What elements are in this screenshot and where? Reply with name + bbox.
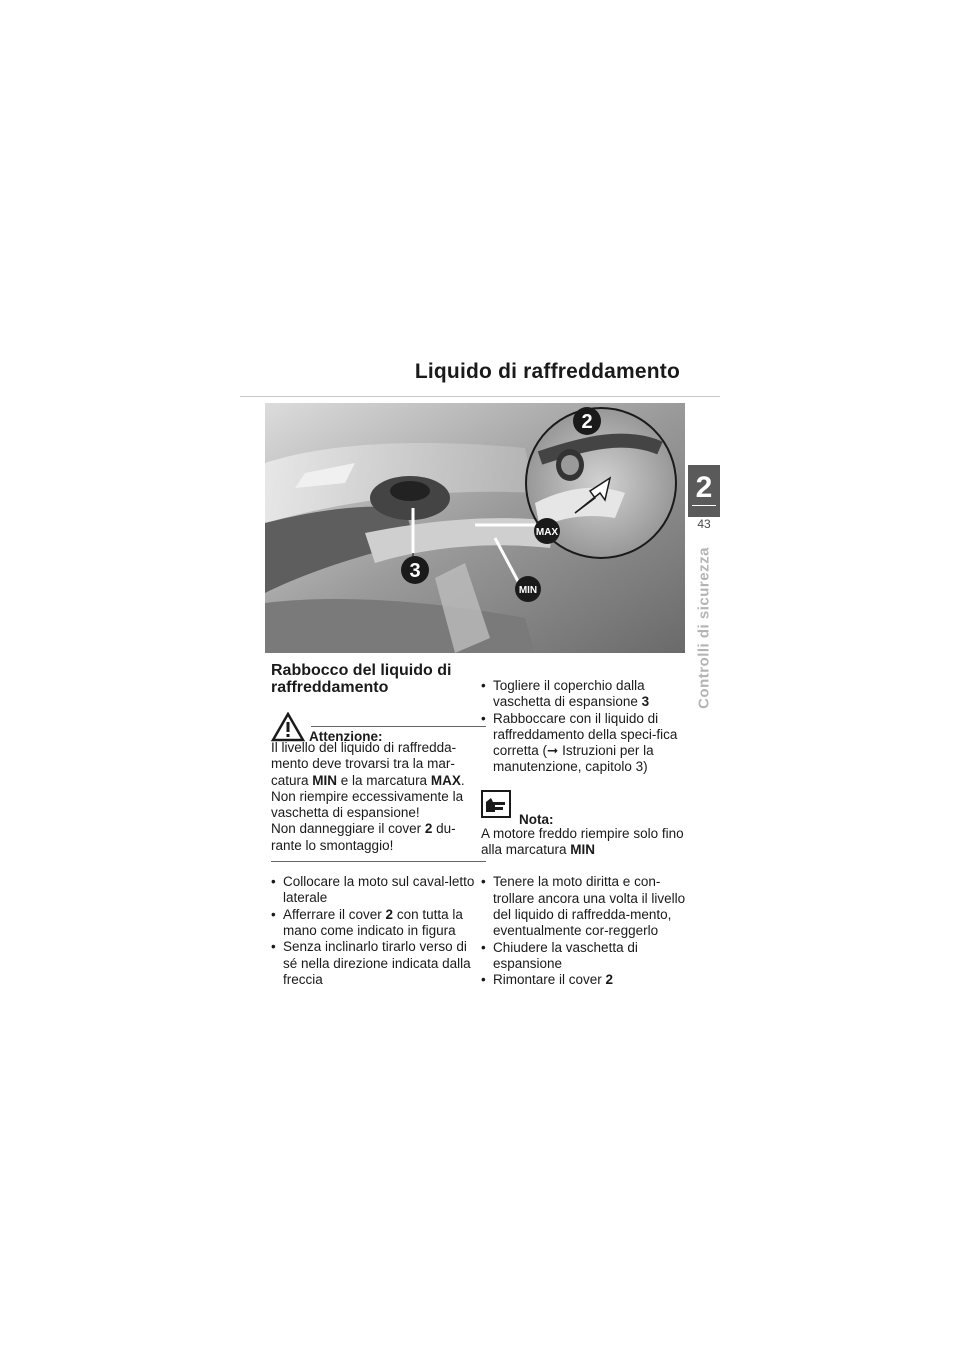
step-text: Rabboccare con il liquido di raffreddamento della speci-fica corretta ( bbox=[493, 710, 678, 759]
warning-text-1 bbox=[271, 740, 476, 789]
step-text: Istruzioni per la manutenzione, capitolo 3) bbox=[493, 743, 654, 775]
note-label: Nota: bbox=[519, 811, 554, 827]
min-term: MIN bbox=[570, 842, 596, 858]
step-text: Afferrare il cover bbox=[283, 906, 386, 922]
warning-text-3b: du-rante lo smontaggio! bbox=[271, 821, 456, 853]
chapter-number: 2 bbox=[695, 471, 713, 504]
warning-triangle-icon bbox=[271, 712, 305, 746]
title-rule bbox=[240, 396, 720, 397]
page-title: Liquido di raffreddamento bbox=[414, 360, 680, 383]
warning-text-2: Non riempire eccessivamente la vaschetta di espansione! bbox=[271, 788, 464, 821]
max-term: MAX bbox=[430, 772, 461, 788]
callout-2: 2 bbox=[581, 411, 593, 433]
warning-text-3 bbox=[271, 821, 476, 854]
list-item bbox=[481, 678, 686, 711]
cover-ref: 2 bbox=[424, 821, 433, 837]
min-term: MIN bbox=[312, 772, 338, 788]
chapter-tab-rule bbox=[692, 505, 716, 506]
right-column bbox=[481, 678, 686, 988]
cover-ref: 2 bbox=[605, 972, 614, 988]
step-text: Togliere il coperchio dalla vaschetta di espansione bbox=[493, 678, 645, 710]
warning-text-1a: Il livello del liquido di raffredda-mento deve trovarsi tra la mar-catura bbox=[271, 740, 457, 788]
callout-3: 3 bbox=[409, 560, 421, 582]
coolant-illustration bbox=[265, 403, 685, 653]
coolant-photo bbox=[265, 403, 685, 653]
note-text bbox=[481, 826, 686, 859]
list-item bbox=[481, 972, 686, 988]
steps-final-list bbox=[481, 874, 686, 988]
step-text: con tutta la mano come indicato in figura bbox=[283, 906, 463, 938]
chapter-title-vertical: Controlli di sicurezza bbox=[695, 547, 713, 709]
warning-body bbox=[271, 740, 476, 858]
list-item: • Collocare la moto sul caval-letto laterale bbox=[271, 874, 476, 907]
warning-end-rule bbox=[271, 861, 486, 862]
min-label: MIN bbox=[518, 585, 538, 596]
warning-header bbox=[271, 714, 476, 744]
list-item: • Chiudere la vaschetta di espansione bbox=[481, 940, 686, 973]
list-item: • Senza inclinarlo tirarlo verso di sé nella direzione indicata dalla freccia bbox=[271, 939, 476, 988]
tank-ref: 3 bbox=[641, 694, 650, 710]
chapter-tab bbox=[688, 465, 720, 517]
steps-right-list bbox=[481, 678, 686, 776]
list-item bbox=[481, 711, 686, 776]
steps-left-list bbox=[271, 874, 476, 988]
note-text-a: A motore freddo riempire solo fino alla marcatura bbox=[481, 825, 684, 858]
warning-rule bbox=[311, 726, 486, 727]
note-header bbox=[481, 792, 686, 827]
step-text: Rimontare il cover bbox=[493, 972, 606, 988]
list-item bbox=[271, 907, 476, 940]
list-item: • Tenere la moto diritta e con-trollare ancora una volta il livello del liquido di raffredda-mento, eventualmente cor-reggerlo bbox=[481, 874, 686, 939]
section-title: Rabbocco del liquido di raffreddamento bbox=[271, 662, 452, 696]
warning-label: Attenzione: bbox=[309, 729, 383, 744]
cover-ref: 2 bbox=[385, 906, 394, 922]
page-number: 43 bbox=[697, 517, 711, 531]
arrow-right-icon: ➞ bbox=[547, 743, 559, 759]
max-label: MAX bbox=[535, 527, 559, 538]
warning-text-1c: . bbox=[460, 772, 465, 788]
warning-text-1b: e la marcatura bbox=[337, 772, 431, 788]
warning-text-3a: Non danneggiare il cover bbox=[271, 821, 425, 837]
left-column bbox=[271, 662, 476, 988]
note-hand-icon bbox=[481, 790, 511, 822]
